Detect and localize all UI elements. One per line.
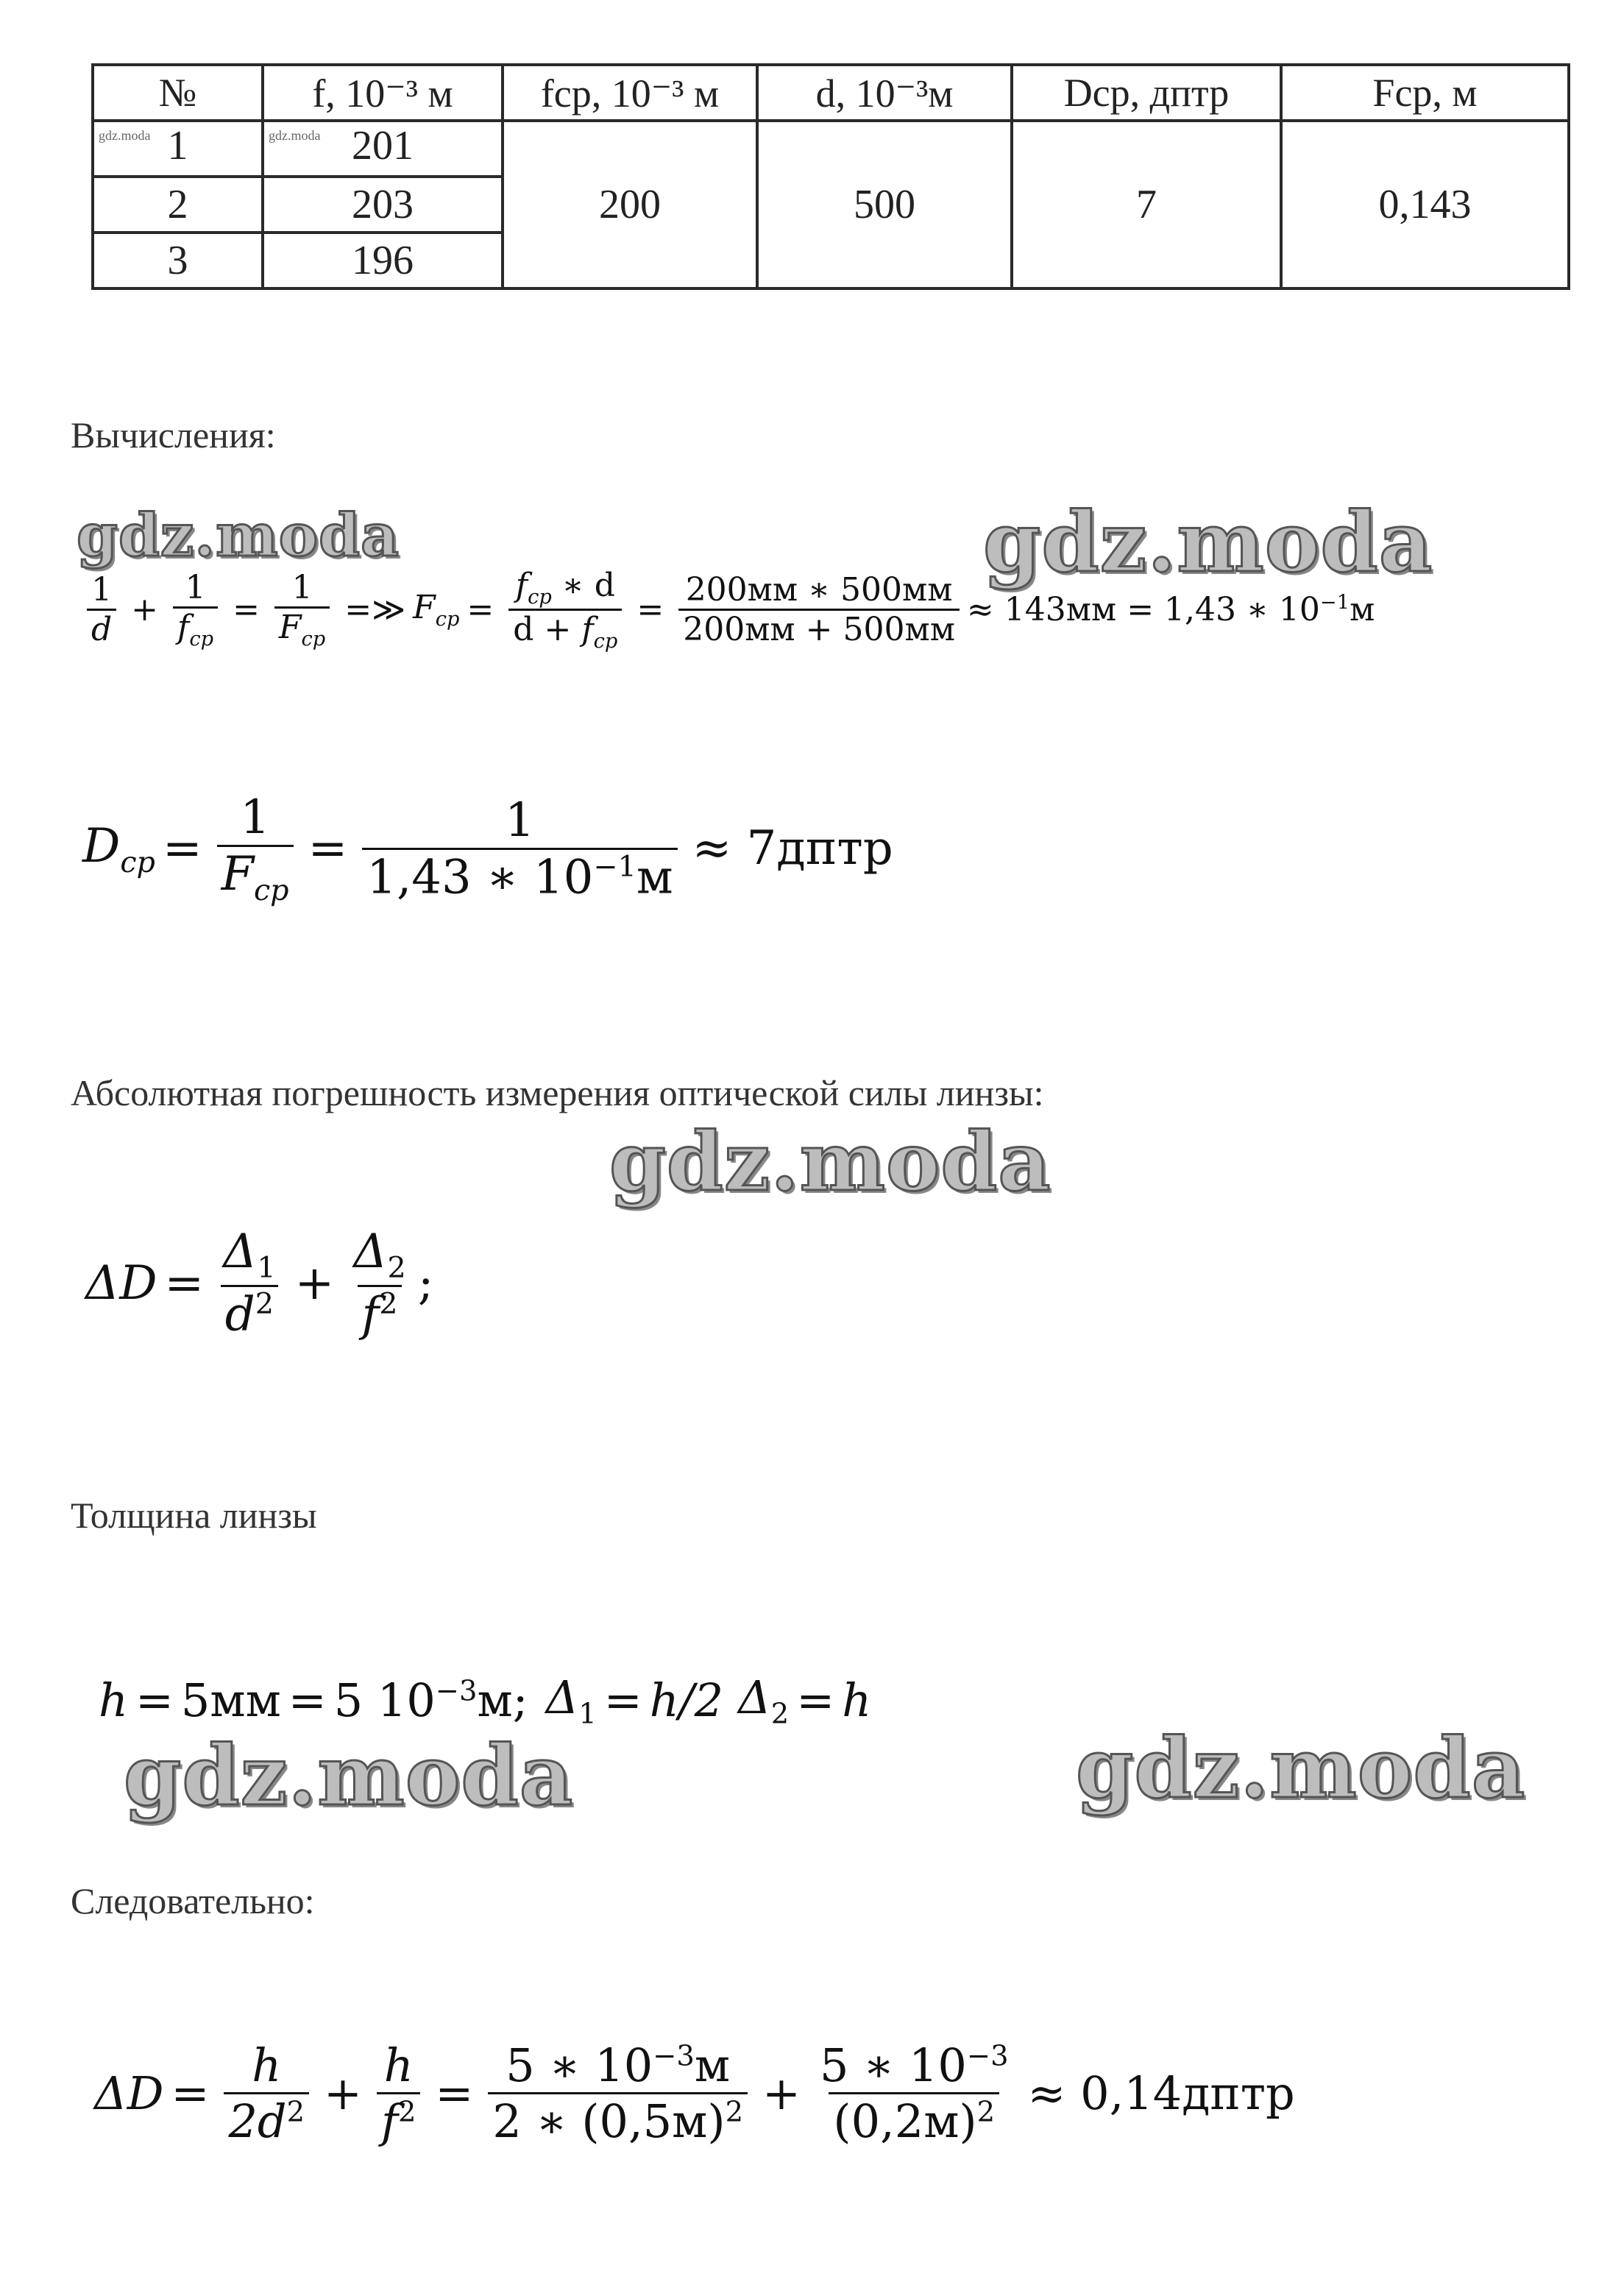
cell-f: 196 — [263, 233, 503, 288]
col-header-d: d, 10⁻³м — [757, 65, 1012, 121]
watermark: gdz.moda — [77, 500, 400, 570]
cell-number — [93, 121, 263, 177]
cell-fcp: 200 — [503, 121, 757, 288]
cell-d: 500 — [757, 121, 1012, 288]
cell-number: 3 — [93, 233, 263, 288]
error-formula: ΔD = $\frac{\Delta_1}{d^2}$ + $\frac{\Delta_2}{f^2}$ ; — [85, 1225, 434, 1342]
lens-formula: $\frac{1}{d}$ + $\frac{1}{f_{cp}}$ = $\frac{1}{F_{cp}}$ =≫ $F_{cp}$ = $\frac{f_{cp} ∗ d}{d + f_{cp}}$ = $\frac{200мм ∗ 500мм}{200мм + 500мм}$ ≈ 143мм = 1,43 ∗ $10^{-1}м$ — [79, 567, 1375, 653]
watermark: gdz.moda — [609, 1114, 1052, 1209]
fraction-1-over-fcp: $\frac{1}{f_{cp}}$ — [173, 569, 218, 651]
cell-watermark: gdz.moda — [269, 128, 321, 143]
fraction-1-over-d: $\frac{1}{d}$ — [87, 571, 116, 648]
thickness-heading: Толщина линзы — [71, 1495, 317, 1536]
cell-f-value: 201 — [352, 123, 414, 169]
col-header-f: f, 10⁻³ м — [263, 65, 503, 121]
fraction-h-over-2d2: $\frac{h}{2d^2}$ — [224, 2038, 309, 2148]
fraction-h-over-f2: $\frac{h}{f^2}$ — [377, 2038, 420, 2148]
fraction-values-2: $\frac{5 ∗ 10^{-3}}{(0,2м)^2}$ — [819, 2038, 1009, 2148]
col-header-fcp: fср, 10⁻³ м — [503, 65, 757, 121]
fraction-values: $\frac{200мм ∗ 500мм}{200мм + 500мм}$ — [678, 571, 960, 648]
cell-watermark: gdz.moda — [99, 128, 151, 143]
measurements-table — [91, 63, 1570, 290]
fraction-1-over-F: $\frac{1}{F_{cp}}$ — [217, 790, 294, 907]
optical-power-formula: $D_{cp}$ = $\frac{1}{F_{cp}}$ = $\frac{1}{1,43 ∗ 10^{-1}м}$ ≈ 7дптр — [82, 790, 893, 907]
col-header-Fcp: Fср, м — [1281, 65, 1569, 121]
col-header-Dcp: Dср, дптр — [1012, 65, 1281, 121]
cell-f — [263, 121, 503, 177]
cell-Dcp: 7 — [1012, 121, 1281, 288]
fraction-focal: $\frac{f_{cp} ∗ d}{d + f_{cp}}$ — [508, 567, 622, 653]
table-row — [93, 121, 1569, 177]
cell-Fcp: 0,143 — [1281, 121, 1569, 288]
col-header-number: № — [93, 65, 263, 121]
abs-error-heading: Абсолютная погрешность измерения оптической силы линзы: — [71, 1072, 1044, 1113]
watermark: gdz.moda — [983, 495, 1433, 591]
cell-number: 2 — [93, 177, 263, 233]
fraction-delta1-over-d2: $\frac{\Delta_1}{d^2}$ — [219, 1225, 280, 1342]
fraction-delta2-over-f2: $\frac{\Delta_2}{f^2}$ — [353, 1225, 406, 1342]
final-error-formula: ΔD = $\frac{h}{2d^2}$ + $\frac{h}{f^2}$ = $\frac{5 ∗ 10^{-3}м}{2 ∗ (0,5м)^2}$ + $\frac{5 ∗ 10^{-3}}{(0,2м)^2}$ ≈ 0,14дптр — [94, 2038, 1295, 2148]
watermark: gdz.moda — [124, 1728, 574, 1824]
cell-number-value: 1 — [167, 123, 188, 169]
watermark: gdz.moda — [1076, 1721, 1526, 1817]
fraction-values-1: $\frac{5 ∗ 10^{-3}м}{2 ∗ (0,5м)^2}$ — [488, 2038, 748, 2148]
cell-f: 203 — [263, 177, 503, 233]
thickness-formula: h = 5мм = 5 $10^{-3}м$; $\Delta_1$ = h/2 $\Delta_2$ = h — [99, 1670, 872, 1731]
fraction-1-over-value: $\frac{1}{1,43 ∗ 10^{-1}м}$ — [362, 793, 677, 904]
therefore-heading: Следовательно: — [71, 1880, 315, 1921]
fraction-1-over-Fcp: $\frac{1}{F_{cp}}$ — [274, 569, 330, 651]
calc-heading: Вычисления: — [71, 414, 276, 456]
table-header-row — [93, 65, 1569, 121]
